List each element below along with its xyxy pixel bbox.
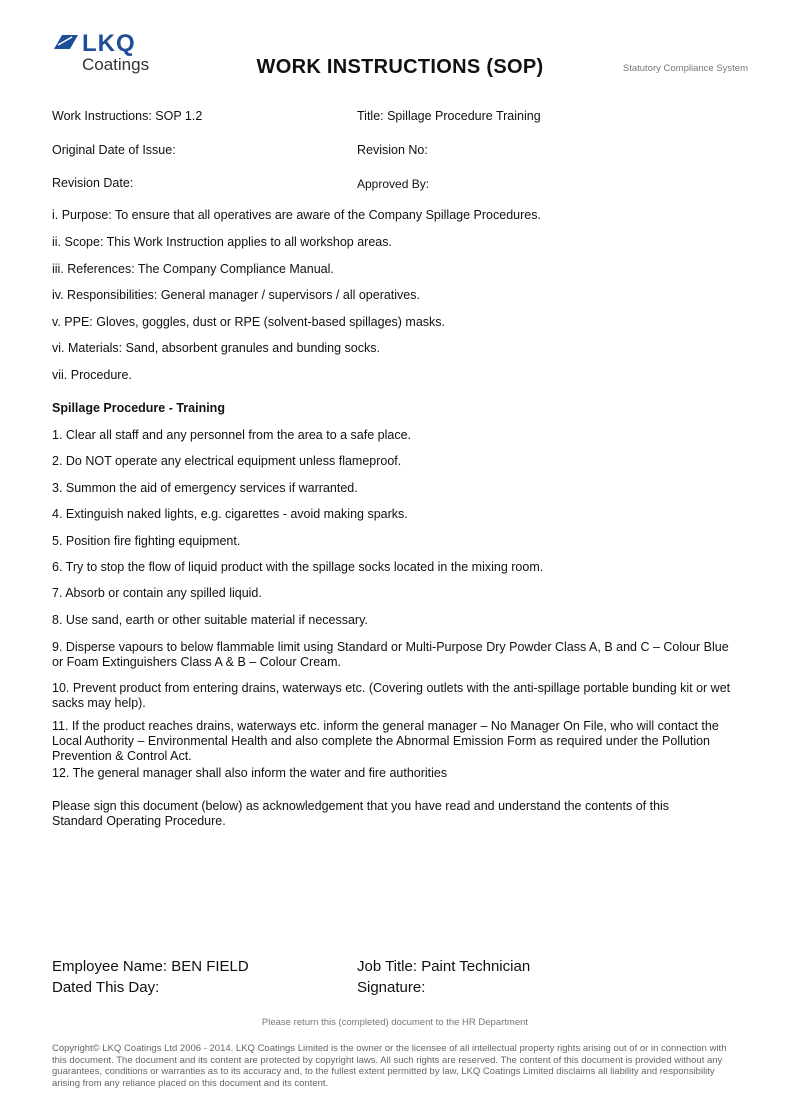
acknowledgement-text: Please sign this document (below) as acknowledgement that you have read and understand the contents of this Standard Operating Procedure. bbox=[52, 799, 670, 828]
step-item: 9. Disperse vapours to below flammable limit using Standard or Multi-Purpose Dry Powder Class A, B and C – Colour Blue or Foam Extinguishers Class A & B – Colour Cream. bbox=[52, 640, 729, 669]
step-item: 11. If the product reaches drains, waterways etc. inform the general manager – No Manager On File, who will contact the Local Authority – Environmental Health and also complete the Abnormal Emission Form as required under the Pollution Prevention & Control Act. bbox=[52, 719, 719, 763]
job-title: Job Title: Paint Technician bbox=[357, 958, 531, 975]
step-item: 1. Clear all staff and any personnel from the area to a safe place. bbox=[52, 428, 412, 442]
issue-date-field: Original Date of Issue: bbox=[52, 143, 176, 157]
sop-number: Work Instructions: SOP 1.2 bbox=[52, 109, 203, 123]
revision-date-field: Revision Date: bbox=[52, 176, 134, 190]
lkq-logo-mark-icon bbox=[52, 33, 80, 51]
dated-field: Dated This Day: bbox=[52, 979, 160, 996]
revision-no-field: Revision No: bbox=[357, 143, 428, 157]
step-item: 6. Try to stop the flow of liquid product with the spillage socks located in the mixing room. bbox=[52, 560, 544, 574]
logo-sub-text: Coatings bbox=[82, 55, 150, 74]
company-logo bbox=[52, 30, 162, 78]
intro-references: iii. References: The Company Compliance Manual. bbox=[52, 262, 334, 276]
page-title: WORK INSTRUCTIONS (SOP) bbox=[256, 56, 544, 78]
step-item: 8. Use sand, earth or other suitable material if necessary. bbox=[52, 613, 368, 627]
sop-title: Title: Spillage Procedure Training bbox=[357, 109, 541, 123]
step-item: 10. Prevent product from entering drains, waterways etc. (Covering outlets with the anti-spillage portable bunding kit or wet sacks may help). bbox=[52, 681, 731, 710]
step-item: 2. Do NOT operate any electrical equipment unless flameproof. bbox=[52, 454, 402, 468]
intro-responsibilities: iv. Responsibilities: General manager / supervisors / all operatives. bbox=[52, 288, 420, 302]
procedure-heading: Spillage Procedure - Training bbox=[52, 401, 225, 415]
step-item: 4. Extinguish naked lights, e.g. cigarettes - avoid making sparks. bbox=[52, 507, 408, 521]
copyright-notice: Copyright© LKQ Coatings Ltd 2006 - 2014. LKQ Coatings Limited is the owner or the licensee of all intellectual property rights arising out of or in connection with this document. The document and its content are protected by copyright laws. All such rights are reserved. The content of this document is provided without any guarantees, conditions or warranties as to its accuracy and, to the fullest extent permitted by law, LKQ Coatings Limited disclaims all liability and responsibility arising from any reliance placed on this document and its content. bbox=[52, 1043, 727, 1089]
return-note: Please return this (completed) document to the HR Department bbox=[261, 1017, 529, 1028]
signature-field: Signature: bbox=[357, 979, 426, 996]
step-item: 7. Absorb or contain any spilled liquid. bbox=[52, 586, 262, 600]
system-label: Statutory Compliance System bbox=[622, 63, 748, 74]
step-item: 12. The general manager shall also inform the water and fire authorities bbox=[52, 766, 448, 780]
intro-materials: vi. Materials: Sand, absorbent granules and bunding socks. bbox=[52, 341, 380, 355]
intro-ppe: v. PPE: Gloves, goggles, dust or RPE (solvent-based spillages) masks. bbox=[52, 315, 445, 329]
step-item: 5. Position fire fighting equipment. bbox=[52, 534, 241, 548]
logo-brand-text: LKQ bbox=[82, 30, 136, 57]
step-item: 3. Summon the aid of emergency services if warranted. bbox=[52, 481, 358, 495]
intro-procedure: vii. Procedure. bbox=[52, 368, 132, 382]
intro-scope: ii. Scope: This Work Instruction applies to all workshop areas. bbox=[52, 235, 392, 249]
approved-by-field: Approved By: bbox=[357, 177, 430, 191]
intro-purpose: i. Purpose: To ensure that all operatives are aware of the Company Spillage Procedures. bbox=[52, 208, 541, 222]
employee-name: Employee Name: BEN FIELD bbox=[52, 958, 249, 975]
